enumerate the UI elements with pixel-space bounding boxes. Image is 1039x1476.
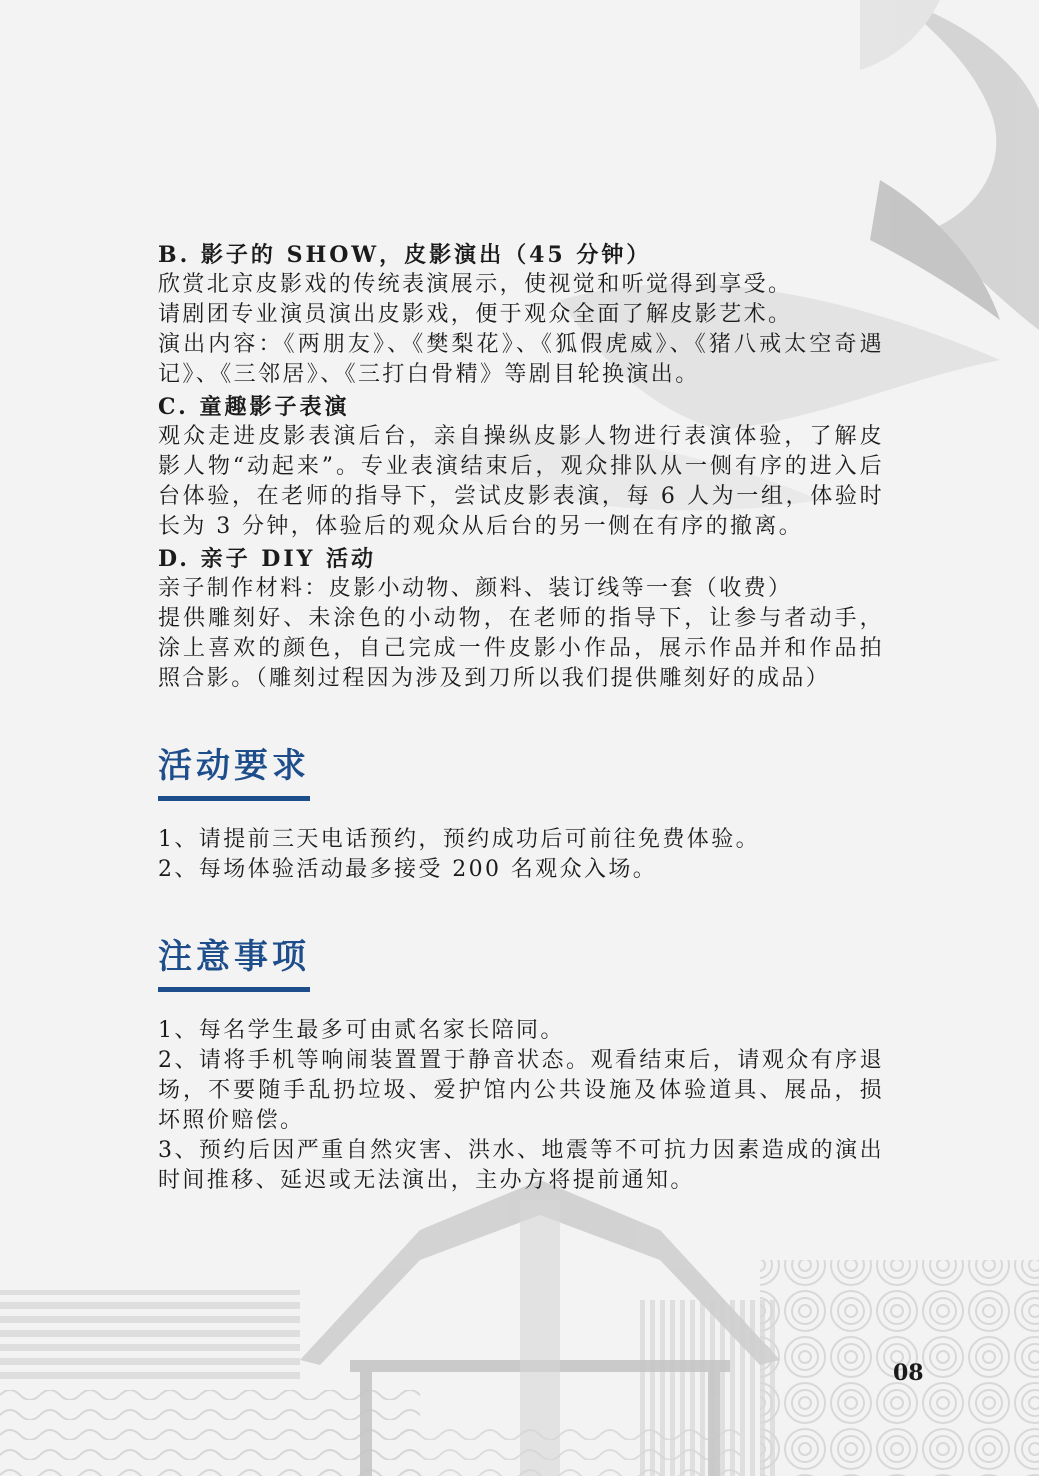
section-d-paragraph-1: 亲子制作材料：皮影小动物、颜料、装订线等一套（收费）: [158, 576, 793, 601]
notes-heading: 注意事项: [158, 937, 310, 977]
note-item-1: 1、每名学生最多可由贰名家长陪同。: [158, 1018, 565, 1043]
requirement-item-1: 1、请提前三天电话预约，预约成功后可前往免费体验。: [158, 827, 760, 852]
section-c: [158, 392, 884, 542]
section-b-paragraph-1: 欣赏北京皮影戏的传统表演展示，使视觉和听觉得到享受。: [158, 272, 793, 297]
section-d-paragraph-2: 提供雕刻好、未涂色的小动物，在老师的指导下，让参与者动手，涂上喜欢的颜色，自己完成一件皮影小作品，展示作品并和作品拍照合影。（雕刻过程因为涉及到刀所以我们提供雕刻好的成品）: [158, 606, 884, 691]
requirements-heading: 活动要求: [158, 746, 310, 786]
notes-heading-underline: [158, 987, 310, 992]
page-number: 08: [893, 1360, 924, 1386]
requirement-item-2: 2、每场体验活动最多接受 200 名观众入场。: [158, 857, 658, 882]
section-b-title: B. 影子的 SHOW，皮影演出（45 分钟）: [158, 242, 652, 268]
section-b: [158, 240, 884, 390]
main-content: [158, 240, 884, 1196]
section-d-title: D. 亲子 DIY 活动: [158, 546, 377, 572]
notes-section: [158, 935, 884, 1196]
section-c-title: C. 童趣影子表演: [158, 394, 350, 420]
section-d: [158, 544, 884, 694]
note-item-3: 3、预约后因严重自然灾害、洪水、地震等不可抗力因素造成的演出时间推移、延迟或无法演出，主办方将提前通知。: [158, 1138, 884, 1193]
requirements-section: [158, 744, 884, 885]
ink-brush-stroke: [860, 0, 1039, 330]
note-item-2: 2、请将手机等响闹装置置于静音状态。观看结束后，请观众有序退场，不要随手乱扔垃圾、爱护馆内公共设施及体验道具、展品，损坏照价赔偿。: [158, 1048, 884, 1133]
section-b-paragraph-2: 请剧团专业演员演出皮影戏，便于观众全面了解皮影艺术。: [158, 302, 793, 327]
section-c-paragraph-1: 观众走进皮影表演后台，亲自操纵皮影人物进行表演体验，了解皮影人物“动起来”。专业表演结束后，观众排队从一侧有序的进入后台体验，在老师的指导下，尝试皮影表演，每 6 人为一组，体验时长为 3 分钟，体验后的观众从后台的另一侧在有序的撤离。: [158, 424, 884, 539]
requirements-heading-underline: [158, 796, 310, 801]
section-b-paragraph-3: 演出内容：《两朋友》、《樊梨花》、《狐假虎威》、《猪八戒太空奇遇记》、《三邻居》、《三打白骨精》等剧目轮换演出。: [158, 332, 884, 387]
